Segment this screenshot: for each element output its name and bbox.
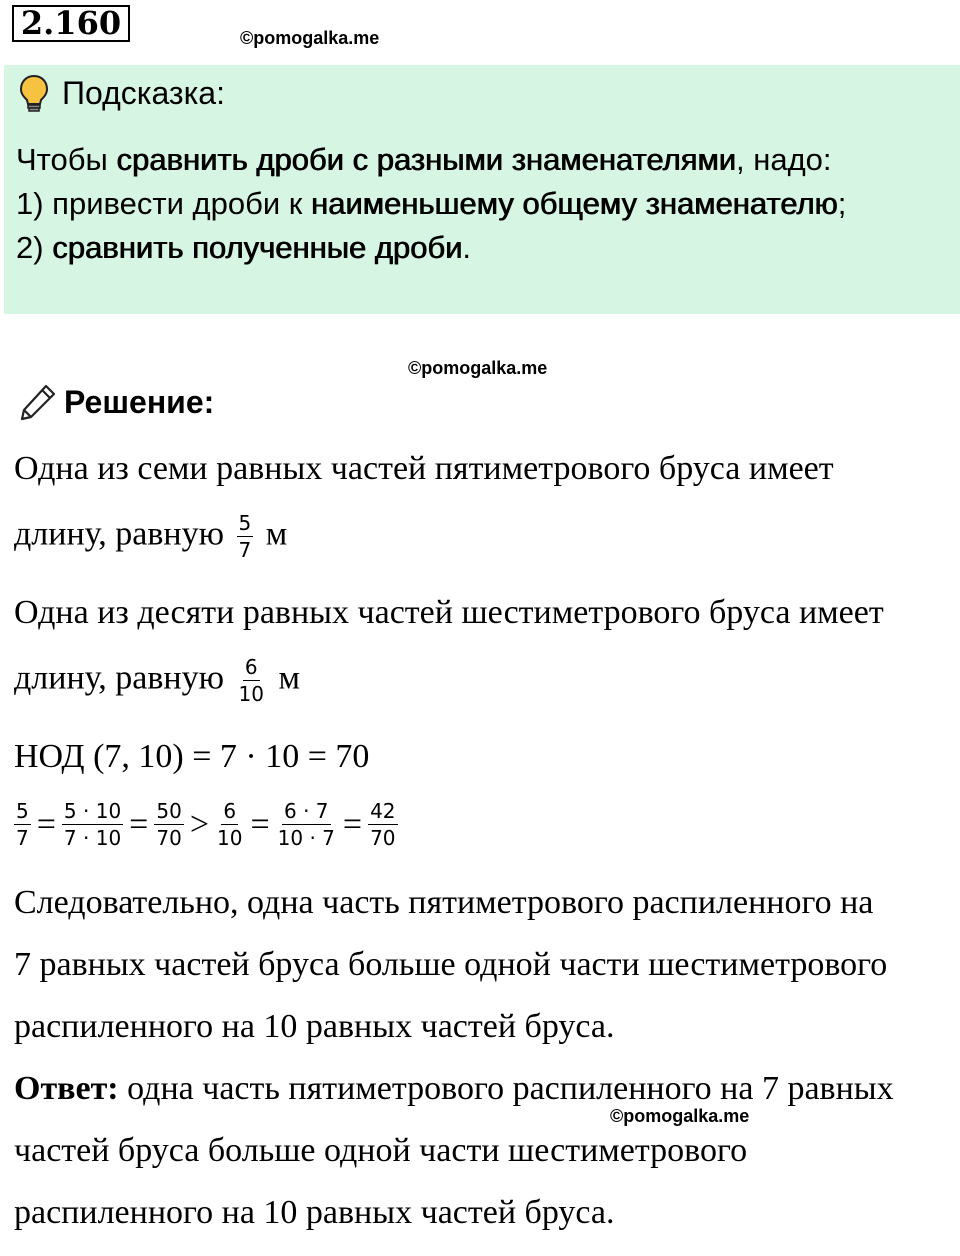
fraction <box>14 800 31 849</box>
answer-label: Ответ: <box>14 1070 119 1107</box>
hint-line-1 <box>16 142 832 178</box>
numerator: 42 <box>370 799 396 823</box>
answer-line: распиленного на 10 равных частей бруса. <box>14 1194 615 1231</box>
text: длину, равную <box>14 659 224 697</box>
numerator: 6 · 7 <box>284 799 329 823</box>
hint-text: , надо: <box>735 142 832 177</box>
hint-emphasis: наименьшему общему знаменателю <box>310 186 838 221</box>
lightbulb-icon <box>18 74 50 114</box>
hint-text: ; <box>837 186 847 221</box>
hint-text: Чтобы <box>16 142 117 177</box>
denominator: 10 · 7 <box>277 826 335 850</box>
denominator: 7 <box>238 538 252 562</box>
denominator: 70 <box>156 826 182 850</box>
hint-title: Подсказка: <box>62 75 225 111</box>
watermark: ©pomogalka.me <box>240 28 380 48</box>
solution-line <box>14 512 287 561</box>
equals-sign: = <box>342 805 363 843</box>
fraction <box>215 800 244 849</box>
solution-line <box>14 656 300 705</box>
equals-sign: = <box>129 805 149 843</box>
comparison-line <box>10 800 402 849</box>
hint-line-3 <box>16 230 471 266</box>
text: длину, равную <box>14 515 224 553</box>
fraction-5-7 <box>237 512 254 561</box>
fraction <box>276 800 337 849</box>
nod-line: НОД (7, 10) = 7 · 10 = 70 <box>14 738 370 775</box>
denominator: 70 <box>370 826 396 850</box>
fraction <box>368 800 397 849</box>
equals-sign: = <box>36 805 56 843</box>
hint-emphasis: сравнить полученные дроби <box>52 230 463 265</box>
hint-text: . <box>462 230 472 265</box>
numerator: 6 <box>244 655 258 679</box>
unit: м <box>265 515 288 553</box>
denominator: 10 <box>238 682 264 706</box>
answer-line: частей бруса больше одной части шестиметрового <box>14 1132 748 1169</box>
fraction <box>62 800 123 849</box>
conclusion-line: распиленного на 10 равных частей бруса. <box>14 1008 615 1045</box>
solution-line: Одна из семи равных частей пятиметрового бруса имеет <box>14 450 834 487</box>
hint-line-2 <box>16 186 846 222</box>
answer-line <box>14 1070 894 1108</box>
numerator: 6 <box>223 799 237 823</box>
conclusion-line: Следовательно, одна часть пятиметрового распиленного на <box>14 884 874 921</box>
fraction-6-10 <box>237 656 266 705</box>
solution-title: Решение: <box>64 384 215 420</box>
hint-text: 1) привести дроби к <box>16 186 311 221</box>
denominator: 7 <box>16 826 29 850</box>
equals-sign: = <box>250 805 270 843</box>
watermark: ©pomogalka.me <box>610 1106 750 1126</box>
hint-text: 2) <box>16 230 53 265</box>
numerator: 5 <box>238 511 252 535</box>
task-number: 2.160 <box>12 5 130 42</box>
numerator: 50 <box>156 799 182 823</box>
conclusion-line: 7 равных частей бруса больше одной части шестиметрового <box>14 946 888 983</box>
pencil-icon <box>18 382 58 422</box>
denominator: 10 <box>217 826 243 850</box>
greater-than-sign: > <box>189 805 209 843</box>
hint-emphasis: сравнить дроби с разными знаменателями <box>116 142 736 177</box>
unit: м <box>278 659 300 697</box>
denominator: 7 · 10 <box>63 826 122 850</box>
answer-text: одна часть пятиметрового распиленного на 7 равных <box>118 1070 894 1107</box>
numerator: 5 <box>16 799 29 823</box>
solution-line: Одна из десяти равных частей шестиметрового бруса имеет <box>14 594 884 631</box>
fraction <box>154 800 183 849</box>
numerator: 5 · 10 <box>63 799 122 823</box>
watermark: ©pomogalka.me <box>408 358 548 378</box>
